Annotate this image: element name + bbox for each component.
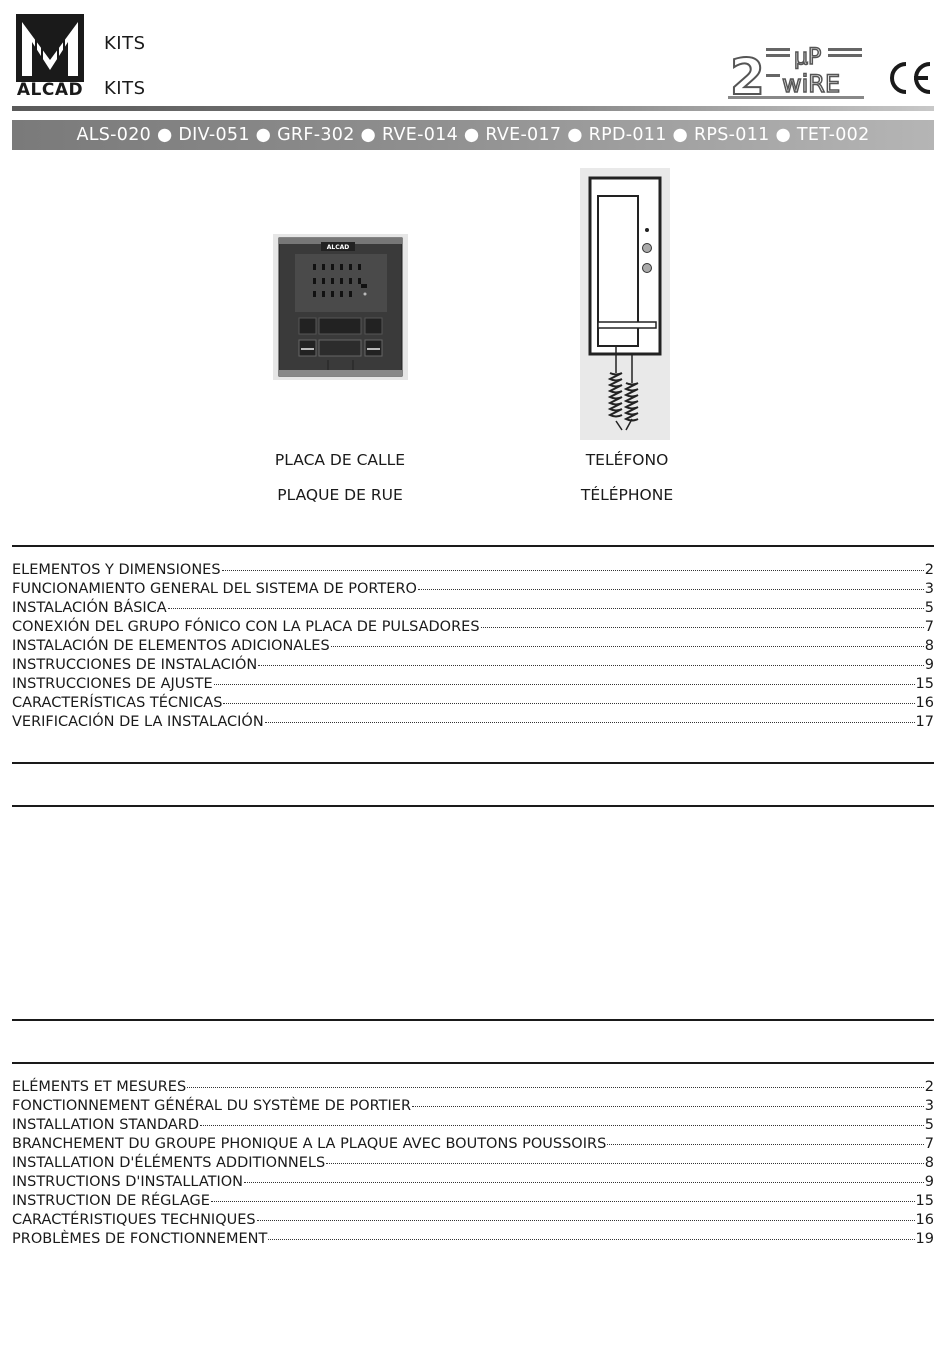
toc-entry[interactable]: CARACTÉRISTIQUES TECHNIQUES 16: [12, 1210, 934, 1229]
section-rule: [12, 805, 934, 807]
toc-entry[interactable]: INSTALLATION STANDARD 5: [12, 1115, 934, 1134]
toc-fr-top-rule: [12, 1062, 934, 1064]
toc-es-bottom-rule: [12, 762, 934, 764]
toc-entry[interactable]: INSTALLATION D'ÉLÉMENTS ADDITIONNELS 8: [12, 1153, 934, 1172]
kits-label-2: KITS: [104, 78, 146, 99]
toc-entry[interactable]: ELEMENTOS Y DIMENSIONES 2: [12, 560, 934, 579]
toc-entry[interactable]: CONEXIÓN DEL GRUPO FÓNICO CON LA PLACA DE PULSADORES 7: [12, 617, 934, 636]
caption-telephone-es: TELÉFONO: [585, 451, 669, 469]
toc-entry[interactable]: BRANCHEMENT DU GROUPE PHONIQUE A LA PLAQUE AVEC BOUTONS POUSSOIRS 7: [12, 1134, 934, 1153]
alcad-logo: [14, 12, 86, 100]
toc-es-top-rule: [12, 545, 934, 547]
two-wire-logo: [728, 40, 864, 100]
alcad-emblem-icon: [14, 12, 86, 84]
toc-entry[interactable]: INSTRUCCIONES DE INSTALACIÓN 9: [12, 655, 934, 674]
header-rule: [12, 106, 934, 111]
svg-text:wiRE: wiRE: [782, 70, 841, 98]
toc-entry[interactable]: INSTRUCTION DE RÉGLAGE 15: [12, 1191, 934, 1210]
toc-entry[interactable]: INSTALACIÓN BÁSICA 5: [12, 598, 934, 617]
caption-street-panel-fr: PLAQUE DE RUE: [277, 486, 403, 504]
section-rule: [12, 1019, 934, 1021]
model-list-bar: ALS-020 ● DIV-051 ● GRF-302 ● RVE-014 ● RVE-017 ● RPD-011 ● RPS-011 ● TET-002: [12, 120, 934, 150]
svg-text:μP: μP: [794, 45, 822, 70]
kits-label-1: KITS: [104, 33, 146, 54]
toc-entry[interactable]: INSTALACIÓN DE ELEMENTOS ADICIONALES 8: [12, 636, 934, 655]
toc-fr: [12, 1077, 934, 1248]
toc-entry[interactable]: INSTRUCTIONS D'INSTALLATION 9: [12, 1172, 934, 1191]
toc-entry[interactable]: ELÉMENTS ET MESURES 2: [12, 1077, 934, 1096]
caption-telephone-fr: TÉLÉPHONE: [580, 486, 674, 504]
caption-street-panel-es: PLACA DE CALLE: [274, 451, 406, 469]
toc-entry[interactable]: PROBLÈMES DE FONCTIONNEMENT 19: [12, 1229, 934, 1248]
toc-entry[interactable]: INSTRUCCIONES DE AJUSTE 15: [12, 674, 934, 693]
svg-text:2: 2: [730, 48, 765, 100]
ce-mark-icon: [884, 58, 934, 98]
brand-name: ALCAD: [16, 80, 84, 100]
toc-entry[interactable]: FUNCIONAMIENTO GENERAL DEL SISTEMA DE PORTERO 3: [12, 579, 934, 598]
telephone-image: [580, 168, 670, 440]
toc-entry[interactable]: CARACTERÍSTICAS TÉCNICAS 16: [12, 693, 934, 712]
toc-entry[interactable]: FONCTIONNEMENT GÉNÉRAL DU SYSTÈME DE PORTIER 3: [12, 1096, 934, 1115]
toc-entry[interactable]: VERIFICACIÓN DE LA INSTALACIÓN 17: [12, 712, 934, 731]
toc-es: [12, 560, 934, 731]
panel-brand-label: ALCAD: [326, 244, 350, 251]
street-panel-image: [273, 234, 408, 380]
